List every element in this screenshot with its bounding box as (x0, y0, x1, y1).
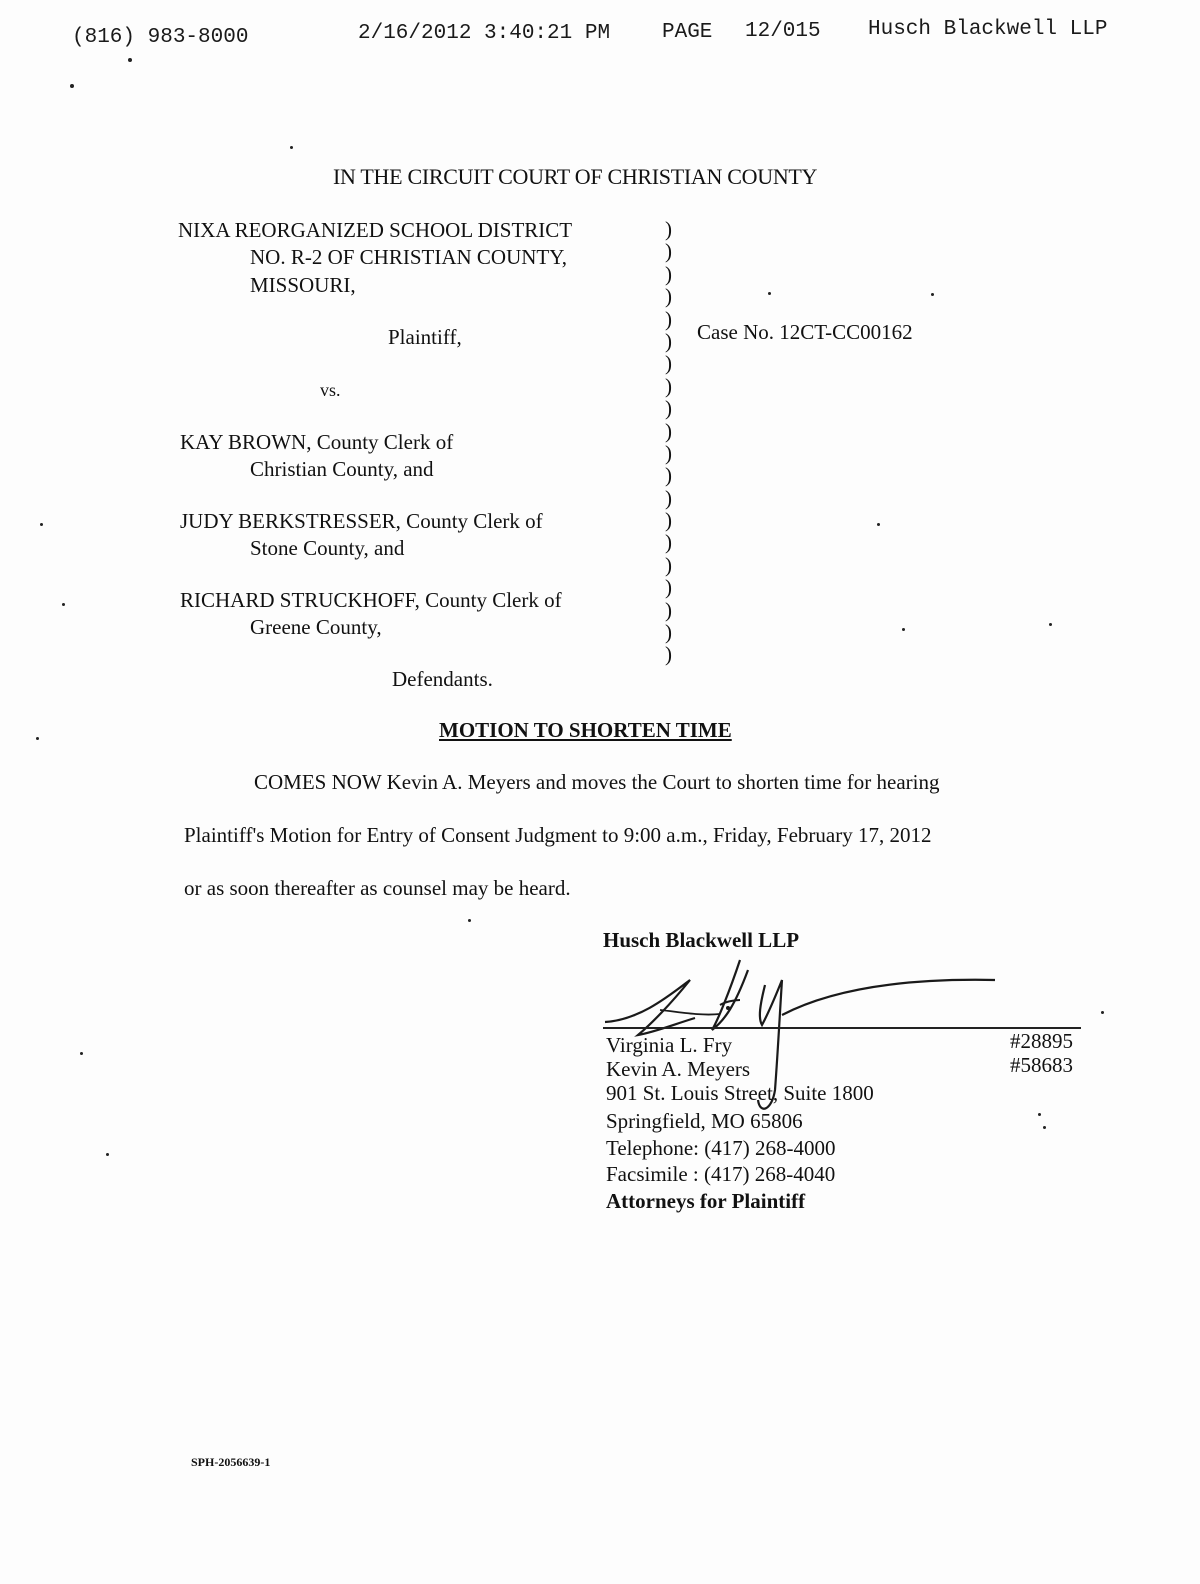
scan-speck (128, 58, 132, 62)
fax-firm: Husch Blackwell LLP (868, 18, 1108, 41)
plaintiff-name-line: MISSOURI, (250, 273, 356, 297)
plaintiff-role: Plaintiff, (388, 325, 462, 349)
caption-paren: ) (665, 328, 672, 353)
scan-speck (468, 919, 471, 922)
attorney-bar-number: #58683 (1010, 1053, 1073, 1077)
scan-speck (290, 146, 293, 149)
defendant-3-line: RICHARD STRUCKHOFF, County Clerk of (180, 588, 562, 612)
defendant-1-line: Christian County, and (250, 457, 434, 481)
caption-paren: ) (665, 642, 672, 667)
scan-speck (877, 523, 880, 526)
motion-body-line: or as soon thereafter as counsel may be heard. (184, 876, 571, 900)
caption-paren: ) (665, 284, 672, 309)
caption-paren: ) (665, 620, 672, 645)
caption-paren: ) (665, 351, 672, 376)
caption-paren: ) (665, 597, 672, 622)
scan-speck (931, 293, 934, 296)
plaintiff-name-line: NO. R-2 OF CHRISTIAN COUNTY, (250, 245, 567, 269)
scan-speck (40, 523, 43, 526)
address-line-1: 901 St. Louis Street, Suite 1800 (606, 1081, 874, 1105)
plaintiff-name-line: NIXA REORGANIZED SCHOOL DISTRICT (178, 218, 573, 242)
scan-speck (1101, 1011, 1104, 1014)
scan-speck (768, 292, 771, 295)
scan-speck (902, 628, 905, 631)
scan-speck (80, 1052, 83, 1055)
scan-speck (36, 737, 39, 740)
defendant-1-line: KAY BROWN, County Clerk of (180, 430, 454, 454)
telephone: Telephone: (417) 268-4000 (606, 1136, 836, 1160)
attorney-name: Kevin A. Meyers (606, 1057, 751, 1081)
facsimile: Facsimile : (417) 268-4040 (606, 1162, 836, 1186)
caption-paren: ) (665, 418, 672, 443)
versus: vs. (320, 380, 341, 400)
caption-paren: ) (665, 530, 672, 555)
motion-body-line: Plaintiff's Motion for Entry of Consent Judgment to 9:00 a.m., Friday, February 17, 2012 (184, 823, 932, 847)
defendant-role: Defendants. (392, 667, 493, 691)
attorney-role: Attorneys for Plaintiff (606, 1189, 806, 1213)
caption-paren: ) (665, 463, 672, 488)
scan-speck (1049, 623, 1052, 626)
defendant-2-line: JUDY BERKSTRESSER, County Clerk of (180, 509, 543, 533)
fax-datetime: 2/16/2012 3:40:21 PM (358, 22, 611, 45)
signature-firm: Husch Blackwell LLP (603, 928, 800, 952)
fax-page-number: 12/015 (745, 20, 821, 43)
fax-phone: (816) 983-8000 (72, 26, 249, 49)
scan-speck (62, 603, 65, 606)
caption-paren: ) (665, 396, 672, 421)
fax-page-label: PAGE (662, 21, 713, 44)
address-line-2: Springfield, MO 65806 (606, 1109, 803, 1133)
fax-header (0, 18, 1200, 48)
caption-paren: ) (665, 261, 672, 286)
caption-parenthesis-column (665, 218, 685, 666)
defendant-3-line: Greene County, (250, 615, 382, 639)
motion-title: MOTION TO SHORTEN TIME (439, 718, 732, 742)
document-id: SPH-2056639-1 (191, 1455, 271, 1469)
defendant-2-line: Stone County, and (250, 536, 405, 560)
scan-speck (1043, 1126, 1046, 1129)
motion-body-line: COMES NOW Kevin A. Meyers and moves the Court to shorten time for hearing (254, 770, 940, 794)
caption-paren: ) (665, 508, 672, 533)
caption-paren: ) (665, 373, 672, 398)
caption-paren: ) (665, 239, 672, 264)
scan-speck (70, 84, 74, 88)
caption-paren: ) (665, 485, 672, 510)
attorney-name: Virginia L. Fry (606, 1033, 733, 1057)
caption-paren: ) (665, 575, 672, 600)
caption-paren: ) (665, 552, 672, 577)
case-number: Case No. 12CT-CC00162 (697, 320, 913, 344)
caption-paren: ) (665, 217, 672, 241)
court-title: IN THE CIRCUIT COURT OF CHRISTIAN COUNTY (333, 164, 818, 189)
scan-speck (106, 1153, 109, 1156)
caption-paren: ) (665, 440, 672, 465)
caption-paren: ) (665, 306, 672, 331)
attorney-bar-number: #28895 (1010, 1029, 1073, 1053)
scan-speck (1038, 1113, 1041, 1116)
